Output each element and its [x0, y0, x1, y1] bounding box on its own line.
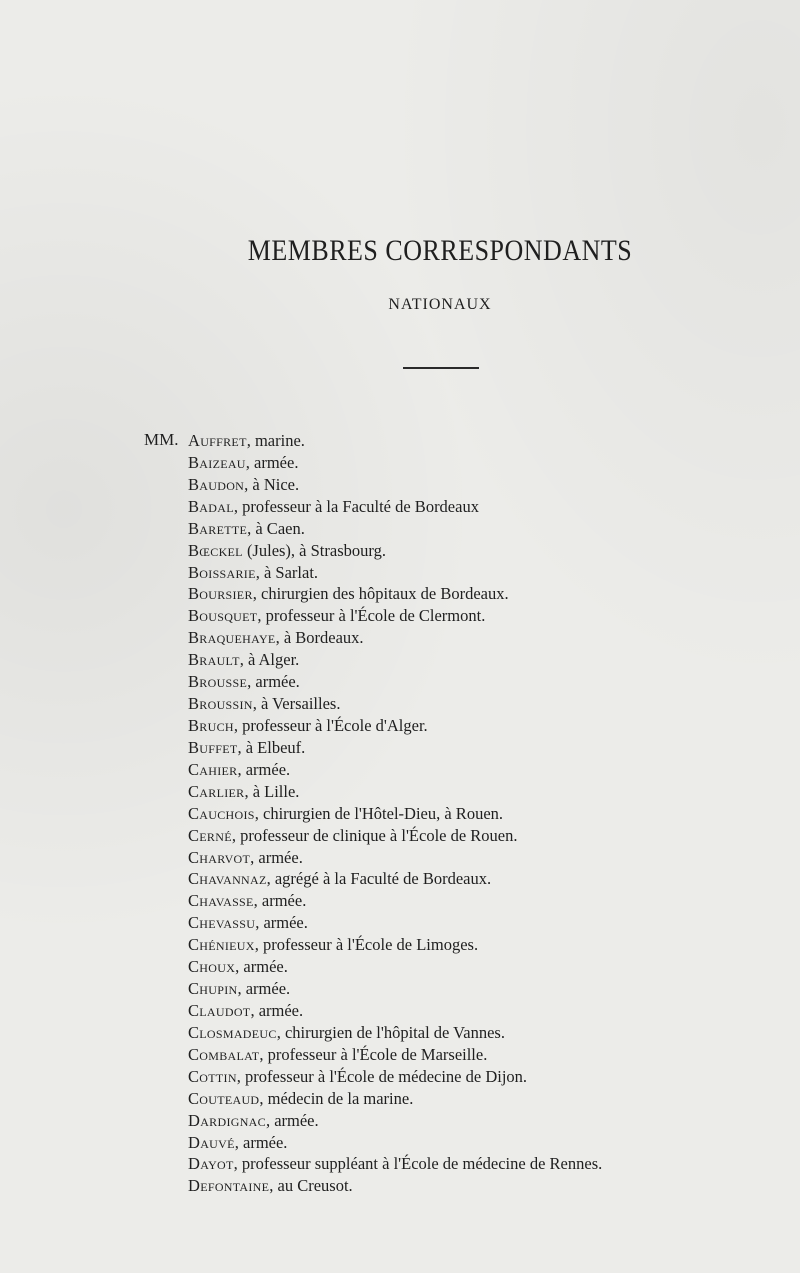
member-details: , armée. — [265, 1110, 319, 1130]
list-item — [188, 978, 602, 1000]
list-item — [188, 496, 602, 518]
member-details: , armée. — [234, 1132, 288, 1152]
list-item — [188, 715, 602, 737]
member-details: , professeur de clinique à l'École de Rouen. — [231, 825, 518, 845]
list-item — [188, 956, 602, 978]
title-divider — [403, 367, 479, 369]
member-name: Chupin — [188, 979, 238, 999]
list-item — [188, 825, 602, 847]
list-item — [188, 1022, 602, 1044]
member-details: , armée. — [237, 759, 291, 779]
member-details: , armée. — [253, 891, 307, 911]
member-name: Badal — [188, 496, 234, 516]
list-item — [188, 868, 602, 890]
list-item — [188, 1066, 602, 1088]
member-details: , agrégé à la Faculté de Bordeaux. — [266, 869, 492, 889]
member-details: , armée. — [247, 672, 300, 692]
member-name: Defontaine — [188, 1176, 270, 1196]
member-name: Chavasse — [188, 891, 254, 911]
list-item — [188, 1044, 602, 1066]
member-details: , à Caen. — [247, 518, 305, 538]
member-details: , professeur à l'École de Clermont. — [257, 606, 486, 626]
member-name: Bousquet — [188, 606, 258, 626]
member-name: Bœckel — [188, 540, 243, 560]
member-name: Baizeau — [188, 452, 246, 472]
member-name: Bruch — [188, 715, 234, 735]
list-item — [188, 912, 602, 934]
member-name: Closmadeuc — [188, 1022, 277, 1042]
member-details: , armée. — [250, 847, 303, 867]
member-details: , chirurgien de l'Hôtel-Dieu, à Rouen. — [254, 803, 504, 823]
member-details: , armée. — [235, 957, 288, 977]
member-details: , à Nice. — [244, 474, 300, 494]
member-details: , professeur à la Faculté de Bordeaux — [233, 496, 479, 516]
member-details: , chirurgien des hôpitaux de Bordeaux. — [252, 584, 509, 604]
member-name: Cahier — [188, 759, 238, 779]
list-item — [188, 737, 602, 759]
member-details: , chirurgien de l'hôpital de Vannes. — [276, 1022, 505, 1042]
member-details: (Jules), à Strasbourg. — [242, 540, 386, 560]
member-details: , professeur suppléant à l'École de médecine de Rennes. — [233, 1154, 603, 1174]
list-item — [188, 649, 602, 671]
member-name: Choux — [188, 957, 236, 977]
list-item — [188, 934, 602, 956]
member-name: Broussin — [188, 694, 253, 714]
member-name: Couteaud — [188, 1088, 260, 1108]
list-item — [188, 671, 602, 693]
list-item — [188, 890, 602, 912]
list-item — [188, 1175, 602, 1197]
list-item — [188, 452, 602, 474]
member-details: , à Sarlat. — [255, 562, 319, 582]
member-details: , à Lille. — [244, 781, 300, 801]
member-name: Chénieux — [188, 935, 255, 955]
list-item — [188, 474, 602, 496]
member-details: , médecin de la marine. — [259, 1088, 414, 1108]
member-name: Chavannaz — [188, 869, 267, 889]
member-name: Dardignac — [188, 1110, 266, 1130]
list-item — [188, 1000, 602, 1022]
list-item — [188, 781, 602, 803]
member-details: , armée. — [237, 979, 291, 999]
list-item — [188, 803, 602, 825]
member-details: , à Alger. — [239, 650, 300, 670]
member-name: Brousse — [188, 672, 248, 692]
member-details: , armée. — [250, 1000, 304, 1020]
list-item — [188, 540, 602, 562]
list-item — [188, 693, 602, 715]
member-name: Cauchois — [188, 803, 255, 823]
member-name: Boursier — [188, 584, 253, 604]
member-name: Braquehaye — [188, 628, 276, 648]
member-details: , à Versailles. — [252, 694, 341, 714]
member-name: Barette — [188, 518, 248, 538]
page-subtitle: NATIONAUX — [388, 296, 492, 313]
member-details: , à Bordeaux. — [275, 628, 364, 648]
member-name: Brault — [188, 650, 240, 670]
list-item — [188, 759, 602, 781]
member-details: , à Elbeuf. — [237, 737, 306, 757]
member-name: Dauvé — [188, 1132, 235, 1152]
member-name: Claudot — [188, 1000, 251, 1020]
member-name: Cottin — [188, 1066, 237, 1086]
list-prefix: MM. — [144, 430, 179, 449]
member-name: Combalat — [188, 1044, 260, 1064]
list-item — [188, 605, 602, 627]
list-item — [188, 583, 602, 605]
member-details: , marine. — [246, 431, 305, 450]
member-name: Cerné — [188, 825, 232, 845]
member-name: Chevassu — [188, 913, 256, 933]
list-item — [188, 1132, 602, 1154]
list-item — [188, 847, 602, 869]
member-details: , au Creusot. — [269, 1176, 353, 1196]
member-details: , professeur à l'École de Marseille. — [259, 1044, 488, 1064]
member-list — [188, 430, 602, 1197]
list-item — [188, 562, 602, 584]
member-details: , professeur à l'École de Limoges. — [254, 935, 479, 955]
member-details: , professeur à l'École de médecine de Dijon. — [236, 1066, 528, 1086]
member-name: Boissarie — [188, 562, 256, 582]
list-item — [188, 1153, 602, 1175]
member-name: Buffet — [188, 737, 238, 757]
member-details: , professeur à l'École d'Alger. — [233, 715, 428, 735]
member-name: Dayot — [188, 1154, 234, 1174]
member-details: , armée. — [255, 913, 308, 933]
list-item — [188, 518, 602, 540]
list-item — [188, 1088, 602, 1110]
list-item — [188, 430, 602, 452]
member-name: Charvot — [188, 847, 251, 867]
member-details: , armée. — [245, 452, 299, 472]
member-name: Carlier — [188, 781, 245, 801]
member-name: Auffret — [188, 431, 247, 450]
page-title: MEMBRES CORRESPONDANTS — [247, 234, 633, 267]
member-name: Baudon — [188, 474, 245, 494]
list-item — [188, 627, 602, 649]
list-item — [188, 1110, 602, 1132]
